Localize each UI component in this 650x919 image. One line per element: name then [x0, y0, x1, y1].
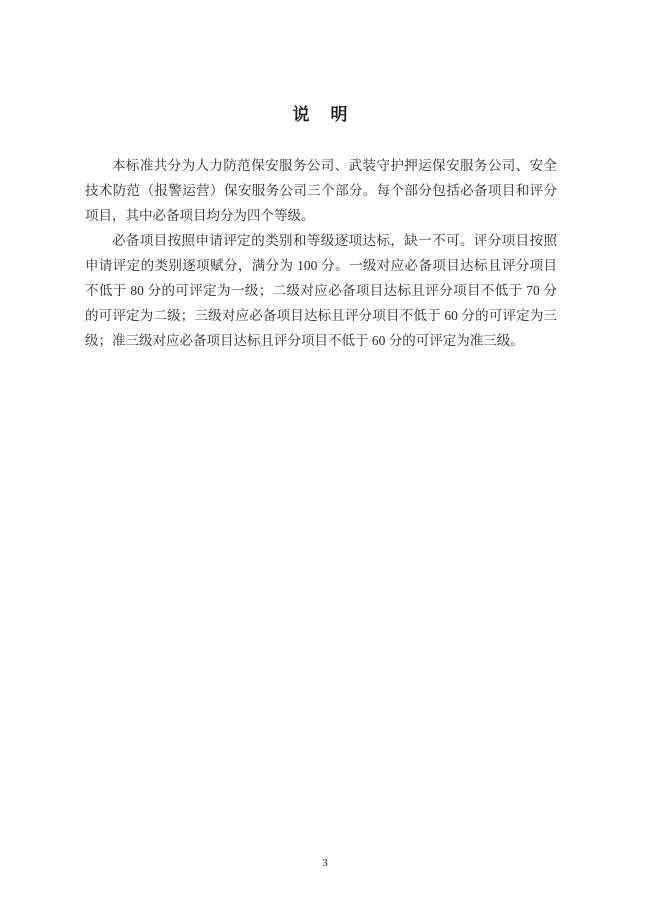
- paragraph-overview: 本标准共分为人力防范保安服务公司、武装守护押运保安服务公司、安全技术防范（报警运营）保安服务公司三个部分。每个部分包括必备项目和评分项目，其中必备项目均分为四个等级。: [85, 158, 557, 223]
- paragraph-grading-rules: 必备项目按照申请评定的类别和等级逐项达标，缺一不可。评分项目按照申请评定的类别逐项赋分，满分为 100 分。一级对应必备项目达标且评分项目不低于 80 分的可评定为一级；二级对应必备项目达标且评分项目不低于 70 分的可评定为二级；三级对应必备项目达标且评分项目不低于 60 分的可评定为三级；准三级对应必备项目达标且评分项目不低于 60 分的可评定为准三级。: [85, 233, 557, 348]
- document-content: [85, 103, 557, 353]
- page-title: 说 明: [292, 105, 350, 124]
- page-number: 3: [322, 857, 328, 869]
